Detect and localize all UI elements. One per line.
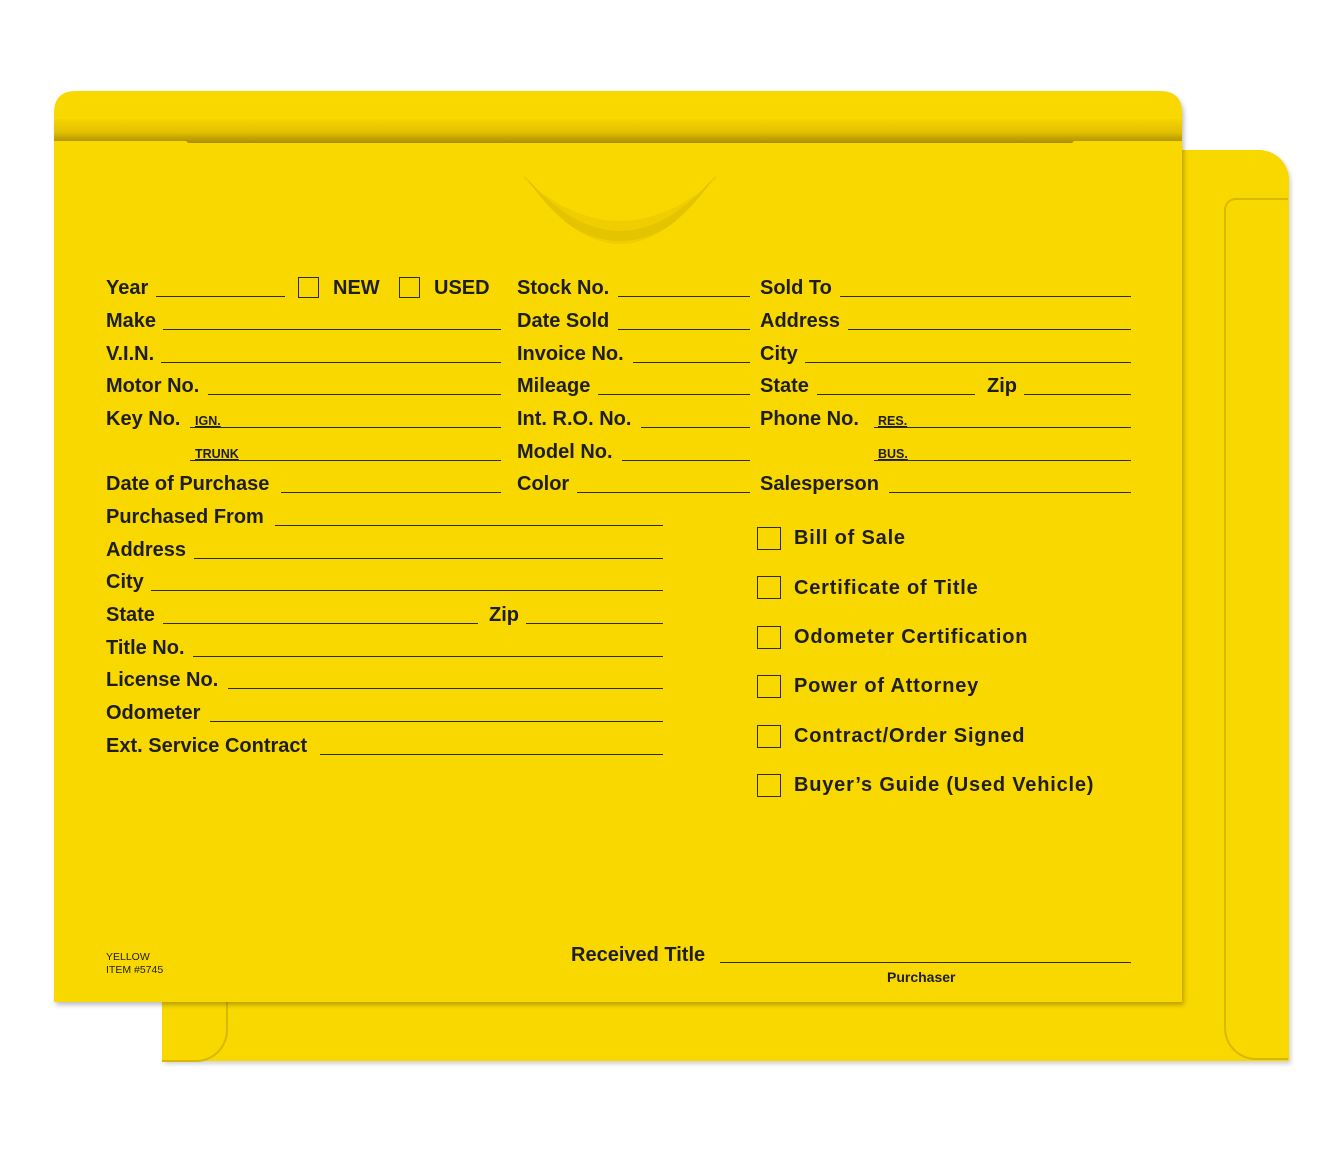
model-no-field[interactable]: [622, 460, 750, 461]
stock-no-field[interactable]: [618, 296, 750, 297]
buyer-state-field[interactable]: [817, 394, 975, 395]
date-sold-field[interactable]: [618, 329, 750, 330]
title-no-label: Title No.: [106, 637, 185, 659]
buyer-zip-label: Zip: [987, 375, 1017, 397]
odometer-certification-checkbox[interactable]: [757, 626, 781, 649]
date-of-purchase-label: Date of Purchase: [106, 473, 270, 495]
make-field[interactable]: [163, 329, 501, 330]
res-sublabel: RES.: [878, 414, 908, 428]
date-of-purchase-field[interactable]: [281, 492, 501, 493]
buyer-state-label: State: [760, 375, 809, 397]
seller-zip-field[interactable]: [526, 623, 663, 624]
certificate-of-title-checkbox[interactable]: [757, 576, 781, 599]
seller-state-field[interactable]: [163, 623, 478, 624]
purchaser-caption: Purchaser: [887, 969, 956, 985]
envelope-right-flap: [1224, 198, 1288, 1060]
motor-no-field[interactable]: [208, 394, 501, 395]
envelope-front-shape: [54, 91, 1182, 1002]
color-field[interactable]: [577, 492, 750, 493]
received-title-field[interactable]: [720, 962, 1131, 963]
color-name-text: YELLOW: [106, 951, 150, 963]
buyer-address-label: Address: [760, 310, 841, 332]
buyers-guide-label: Buyer’s Guide (Used Vehicle): [794, 774, 1095, 796]
int-ro-no-label: Int. R.O. No.: [517, 408, 632, 430]
bus-sublabel: BUS.: [878, 447, 908, 461]
envelope-left-flap: [162, 1002, 228, 1062]
seller-state-label: State: [106, 604, 155, 626]
buyer-address-field[interactable]: [848, 329, 1131, 330]
stock-no-label: Stock No.: [517, 277, 610, 299]
new-label: NEW: [333, 277, 380, 299]
buyer-city-field[interactable]: [805, 362, 1131, 363]
new-checkbox[interactable]: [298, 277, 319, 298]
buyer-zip-field[interactable]: [1024, 394, 1131, 395]
used-checkbox[interactable]: [399, 277, 420, 298]
year-label: Year: [106, 277, 149, 299]
seller-address-field[interactable]: [194, 558, 663, 559]
seller-city-field[interactable]: [151, 590, 663, 591]
model-no-label: Model No.: [517, 441, 613, 463]
key-ign-field[interactable]: [190, 427, 501, 428]
color-label: Color: [517, 473, 570, 495]
bill-of-sale-label: Bill of Sale: [794, 527, 906, 549]
make-label: Make: [106, 310, 157, 332]
power-of-attorney-label: Power of Attorney: [794, 675, 980, 697]
odometer-label: Odometer: [106, 702, 201, 724]
odometer-field[interactable]: [210, 721, 663, 722]
ext-service-contract-label: Ext. Service Contract: [106, 735, 308, 757]
mileage-label: Mileage: [517, 375, 591, 397]
received-title-label: Received Title: [571, 944, 706, 966]
license-no-label: License No.: [106, 669, 219, 691]
phone-bus-field[interactable]: [874, 460, 1131, 461]
key-trunk-field[interactable]: [190, 460, 501, 461]
used-label: USED: [434, 277, 490, 299]
seller-address-label: Address: [106, 539, 187, 561]
key-no-label: Key No.: [106, 408, 181, 430]
salesperson-field[interactable]: [889, 492, 1131, 493]
odometer-certification-label: Odometer Certification: [794, 626, 1029, 648]
sold-to-label: Sold To: [760, 277, 832, 299]
trunk-sublabel: TRUNK: [195, 447, 239, 461]
phone-res-field[interactable]: [874, 427, 1131, 428]
ign-sublabel: IGN.: [195, 414, 221, 428]
int-ro-no-field[interactable]: [641, 427, 750, 428]
motor-no-label: Motor No.: [106, 375, 200, 397]
buyer-city-label: City: [760, 343, 798, 365]
vin-field[interactable]: [161, 362, 501, 363]
salesperson-label: Salesperson: [760, 473, 879, 495]
item-number-text: ITEM #5745: [106, 964, 164, 976]
mileage-field[interactable]: [598, 394, 750, 395]
phone-no-label: Phone No.: [760, 408, 859, 430]
buyers-guide-checkbox[interactable]: [757, 774, 781, 797]
contract-order-signed-checkbox[interactable]: [757, 725, 781, 748]
power-of-attorney-checkbox[interactable]: [757, 675, 781, 698]
envelope-front: [54, 91, 1182, 1002]
bill-of-sale-checkbox[interactable]: [757, 527, 781, 550]
contract-order-signed-label: Contract/Order Signed: [794, 725, 1026, 747]
ext-service-contract-field[interactable]: [320, 754, 663, 755]
sold-to-field[interactable]: [840, 296, 1131, 297]
license-no-field[interactable]: [228, 688, 663, 689]
seller-city-label: City: [106, 571, 144, 593]
purchased-from-label: Purchased From: [106, 506, 264, 528]
year-field[interactable]: [156, 296, 285, 297]
invoice-no-label: Invoice No.: [517, 343, 624, 365]
vin-label: V.I.N.: [106, 343, 155, 365]
title-no-field[interactable]: [193, 656, 663, 657]
purchased-from-field[interactable]: [275, 525, 663, 526]
certificate-of-title-label: Certificate of Title: [794, 577, 979, 599]
seller-zip-label: Zip: [489, 604, 519, 626]
invoice-no-field[interactable]: [633, 362, 750, 363]
date-sold-label: Date Sold: [517, 310, 610, 332]
